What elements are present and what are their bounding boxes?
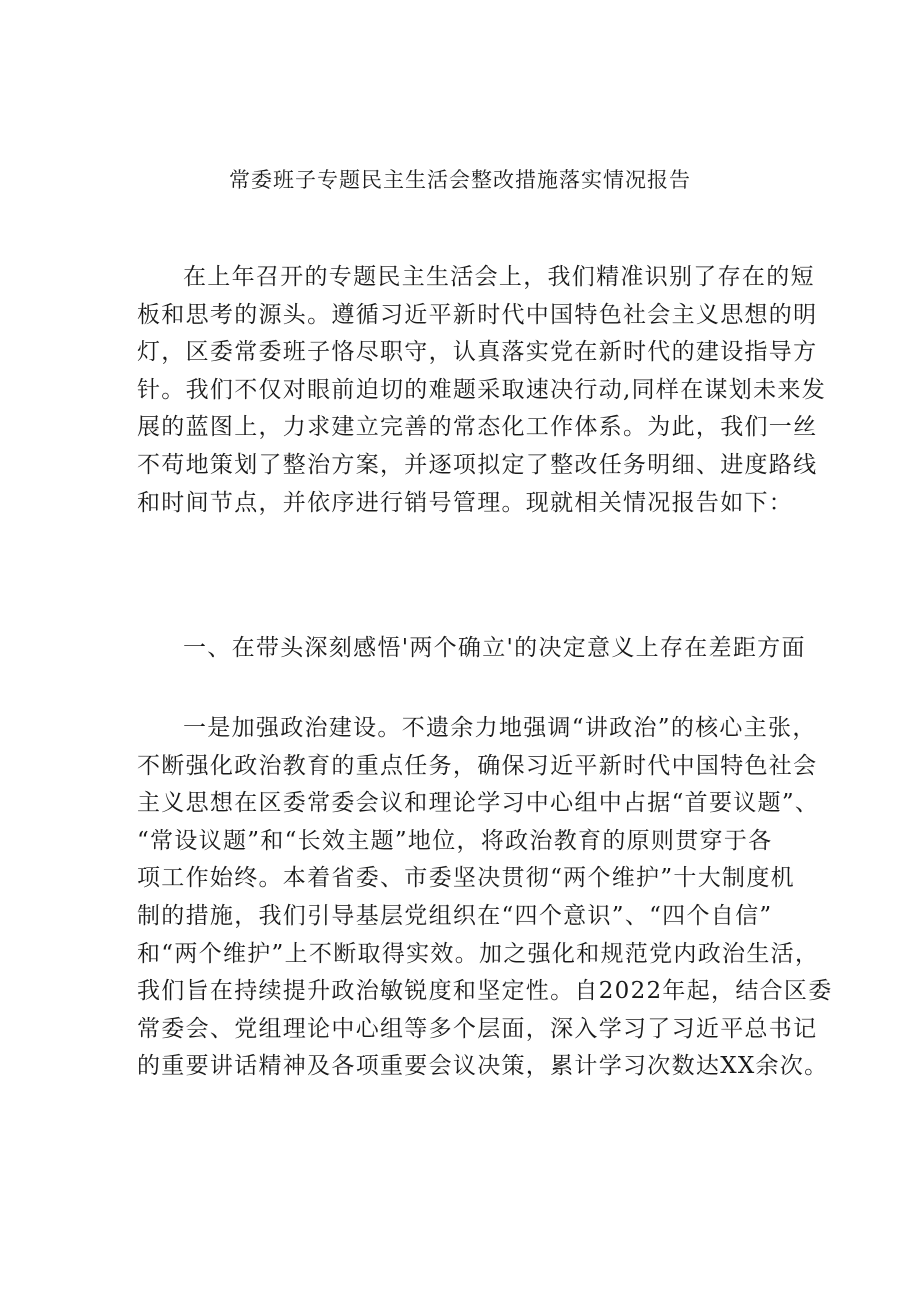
text-line: 的重要讲话精神及各项重要会议决策，累计学习次数达XX余次。 — [137, 1053, 829, 1080]
intro-paragraph — [137, 259, 827, 522]
section-1-paragraph — [137, 710, 833, 1086]
text-line: “常设议题”和“长效主题”地位，将政治教育的原则贯穿于各 — [137, 827, 773, 854]
text-line: 针。我们不仅对眼前迫切的难题采取速决行动,同样在谋划未来发 — [137, 376, 827, 403]
text-line: 板和思考的源头。遵循习近平新时代中国特色社会主义思想的明 — [137, 301, 818, 328]
text-line: 一是加强政治建设。不遗余力地强调“讲政治”的核心主张， — [183, 715, 817, 741]
document-title: 常委班子专题民主生活会整改措施落实情况报告 — [229, 168, 691, 192]
text-line: 和时间节点，并依序进行销号管理。现就相关情况报告如下： — [137, 489, 794, 516]
text-line: 和“两个维护”上不断取得实效。加之强化和规范党内政治生活， — [137, 940, 820, 967]
text-line: 项工作始终。本着省委、市委坚决贯彻“两个维护”十大制度机 — [137, 865, 795, 892]
text-line: 主义思想在区委常委会议和理论学习中心组中占据“首要议题”、 — [137, 790, 820, 817]
text-line: 展的蓝图上，力求建立完善的常态化工作体系。为此，我们一丝 — [137, 414, 818, 441]
text-line: 我们旨在持续提升政治敏锐度和坚定性。自2022年起，结合区委 — [137, 978, 833, 1005]
text-line: 不苟地策划了整治方案，并逐项拟定了整改任务明细、进度路线 — [137, 451, 818, 478]
text-line: 在上年召开的专题民主生活会上，我们精准识别了存在的短 — [183, 264, 815, 290]
text-line: 灯，区委常委班子恪尽职守，认真落实党在新时代的建设指导方 — [137, 339, 818, 366]
text-line: 制的措施，我们引导基层党组织在“四个意识”、“四个自信” — [137, 902, 773, 929]
text-line: 不断强化政治教育的重点任务，确保习近平新时代中国特色社会 — [137, 752, 818, 779]
section-heading-text: 一、在带头深刻感悟'两个确立'的决定意义上存在差距方面 — [183, 635, 806, 661]
text-line: 常委会、党组理论中心组等多个层面，深入学习了习近平总书记 — [137, 1015, 818, 1042]
section-heading-1 — [137, 630, 806, 668]
